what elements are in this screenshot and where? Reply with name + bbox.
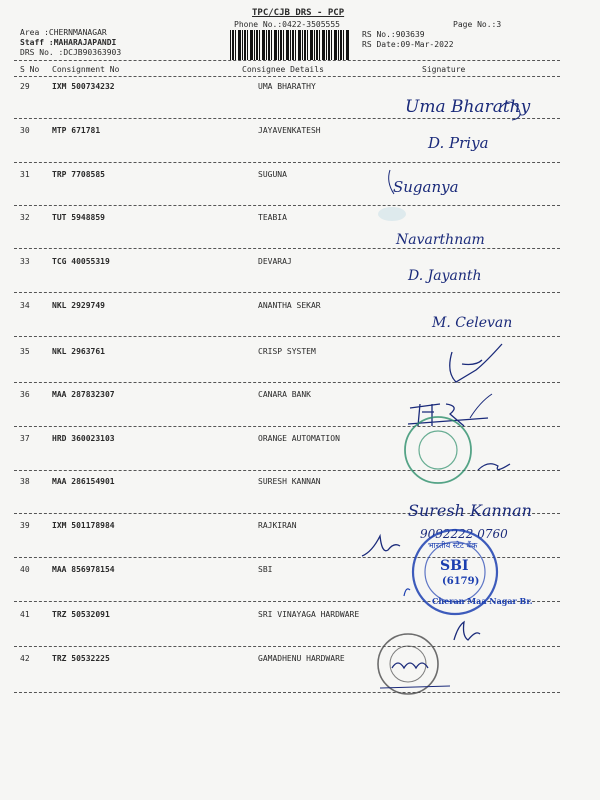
row-consignment: HRD 360023103 bbox=[52, 434, 115, 443]
col-sno: S No bbox=[20, 65, 40, 74]
row-sno: 37 bbox=[20, 434, 30, 443]
row-consignment: NKL 2929749 bbox=[52, 301, 105, 310]
row-sno: 36 bbox=[20, 390, 30, 399]
row-sno: 40 bbox=[20, 565, 30, 574]
row-consignment: TUT 5948859 bbox=[52, 213, 105, 222]
staff: Staff :MAHARAJAPANDI bbox=[20, 38, 117, 47]
row-consignment: NKL 2963761 bbox=[52, 347, 105, 356]
signature-row-30 bbox=[427, 134, 489, 152]
signature-text: Suganya bbox=[393, 178, 459, 196]
row-consignment: TRP 7708585 bbox=[52, 170, 105, 179]
row-consignment: MTP 671781 bbox=[52, 126, 101, 135]
row-consignee: CANARA BANK bbox=[258, 390, 311, 399]
phone-number: Phone No.:0422-3505555 bbox=[234, 20, 340, 29]
row-consignee: DEVARAJ bbox=[258, 257, 292, 266]
signature-text: Suresh Kannan bbox=[408, 501, 532, 520]
page-number: Page No.:3 bbox=[453, 20, 502, 29]
signature-row-35 bbox=[450, 344, 502, 382]
row-consignment: TCG 40055319 bbox=[52, 257, 110, 266]
row-sno: 33 bbox=[20, 257, 30, 266]
row-sno: 42 bbox=[20, 654, 30, 663]
signature-row-38 bbox=[408, 501, 532, 520]
row-consignee: SRI VINAYAGA HARDWARE bbox=[258, 610, 360, 619]
row-consignee: JAYAVENKATESH bbox=[258, 126, 321, 135]
row-consignee: ORANGE AUTOMATION bbox=[258, 434, 340, 443]
row-sno: 29 bbox=[20, 82, 30, 91]
stamp-sbi bbox=[404, 530, 533, 614]
stamp-orange-automation bbox=[405, 417, 510, 483]
row-sno: 38 bbox=[20, 477, 30, 486]
row-consignee: UMA BHARATHY bbox=[258, 82, 316, 91]
row-sno: 35 bbox=[20, 347, 30, 356]
signature-text: D. Priya bbox=[428, 134, 489, 152]
signature-text: Navarthnam bbox=[396, 232, 485, 248]
signature-row-41 bbox=[454, 622, 480, 640]
row-consignment: TRZ 50532091 bbox=[52, 610, 110, 619]
row-consignee: TEABIA bbox=[258, 213, 287, 222]
signature-text: M. Celevan bbox=[432, 315, 513, 331]
drs-number: DRS No. :DCJB90363903 bbox=[20, 48, 122, 57]
rs-date: RS Date:09-Mar-2022 bbox=[362, 40, 454, 49]
row-consignee: ANANTHA SEKAR bbox=[258, 301, 321, 310]
row-consignee: GAMADHENU HARDWARE bbox=[258, 654, 345, 663]
row-consignment: IXM 501178984 bbox=[52, 521, 115, 530]
signature-row-34 bbox=[431, 315, 512, 331]
row-consignee: CRISP SYSTEM bbox=[258, 347, 316, 356]
row-consignee: SURESH KANNAN bbox=[258, 477, 321, 486]
signature-row-29 bbox=[405, 97, 531, 120]
row-consignment: MAA 287832307 bbox=[52, 390, 115, 399]
rs-number: RS No.:903639 bbox=[362, 30, 425, 39]
col-consignment: Consignment No bbox=[52, 65, 120, 74]
row-consignment: MAA 286154901 bbox=[52, 477, 115, 486]
signature-phone: 9092222 0760 bbox=[420, 527, 508, 541]
row-consignment: IXM 500734232 bbox=[52, 82, 115, 91]
signature-row-31 bbox=[389, 170, 459, 196]
row-consignment: TRZ 50532225 bbox=[52, 654, 110, 663]
col-signature: Signature bbox=[422, 65, 466, 74]
col-consignee: Consignee Details bbox=[242, 65, 324, 74]
row-sno: 31 bbox=[20, 170, 30, 179]
stamp-gamadhenu bbox=[378, 634, 450, 694]
row-consignee: RAJKIRAN bbox=[258, 521, 297, 530]
row-sno: 30 bbox=[20, 126, 30, 135]
signature-text: D. Jayanth bbox=[408, 268, 482, 284]
row-sno: 39 bbox=[20, 521, 30, 530]
row-consignee: SUGUNA bbox=[258, 170, 287, 179]
sbi-stamp-logo: SBI bbox=[440, 558, 469, 574]
sbi-stamp-top: भारतीय स्टेट बैंक bbox=[428, 541, 478, 550]
row-sno: 41 bbox=[20, 610, 30, 619]
area: Area :CHERNMANAGAR bbox=[20, 28, 107, 37]
row-consignee: SBI bbox=[258, 565, 273, 574]
row-sno: 32 bbox=[20, 213, 30, 222]
drs-title: TPC/CJB DRS - PCP bbox=[252, 8, 345, 18]
sbi-stamp-branch: Cheran Maa Nagar Br. bbox=[432, 596, 533, 606]
row-consignment: MAA 856978154 bbox=[52, 565, 115, 574]
signature-text: Uma Bharathy bbox=[405, 97, 531, 117]
row-sno: 34 bbox=[20, 301, 30, 310]
signature-row-32 bbox=[378, 207, 485, 248]
sbi-stamp-code: (6179) bbox=[442, 576, 480, 587]
signature-row-33 bbox=[407, 268, 482, 284]
